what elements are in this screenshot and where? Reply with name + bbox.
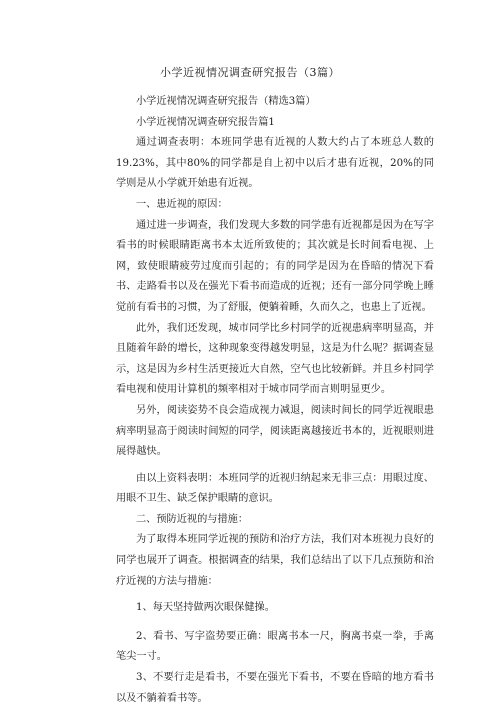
document-title: 小学近视情况调查研究报告（3篇） [160, 66, 340, 79]
paragraph-section-heading: 小学近视情况调查研究报告篇1 [136, 116, 275, 128]
paragraph: 为了取得本班同学近视的预防和治疗方法，我们对本班视力良好的同学也展开了调查。根据调查的结果，我们总结出了以下几点预防和治疗近视的方法与措施： [116, 534, 434, 587]
list-item: 1、每天坚持做两次眼保健操。 [136, 602, 275, 614]
list-item: 2、看书、写字盗势要正确：眼离书本一尺，胸离书桌一拳，手离笔尖一寸。 [116, 630, 434, 663]
paragraph: 由以上资料表明：本班同学的近视归纳起来无非三点：用眼过度、用眼不卫生、缺乏保护眼睛的意识。 [116, 472, 434, 505]
paragraph: 此外，我们还发现，城市同学比乡村同学的近视患病率明显高，并且随着年龄的增长，这种现象变得越发明显，这是为什么呢？据调查显示，这是因为乡村生活更接近大自然，空气也比较新鲜。并且乡村同学看电视和使用计算机的频率相对于城市同学而言则明显更少。 [116, 322, 434, 396]
paragraph: 另外，阅读姿势不良会造成视力减退，阅读时间长的同学近视眼患病率明显高于阅读时间短的同学，阅读距离越接近书本的，近视眼则进展得越快。 [116, 404, 434, 458]
paragraph: 通过调查表明：本班同学患有近视的人数大约占了本班总人数的19.23%，其中80%的同学都是自上初中以后才患有近视，20%的同学则是从小学就开始患有近视。 [116, 137, 434, 190]
document-body [116, 92, 434, 709]
paragraph-heading: 一、患近视的原因： [136, 198, 228, 210]
paragraph-subtitle: 小学近视情况调查研究报告（精选3篇） [136, 96, 316, 107]
list-item: 3、不要行走是看书，不要在强光下看书，不要在昏暗的地方看书以及不躺着看书等。 [116, 672, 434, 704]
paragraph: 通过进一步调查，我们发现大多数的同学患有近视都是因为在写字看书的时候眼睛距离书本太近所致使的；其次就是长时间看电视、上网，致使眼睛疲劳过度而引起的；有的同学是因为在昏暗的情况下看书、走路看书以及在强光下看书而造成的近视；还有一部分同学晚上睡觉前有看书的习惯，为了舒服，便躺着睡，久而久之，也患上了近视。 [116, 219, 434, 313]
paragraph-heading: 二、预防近视的与措施： [136, 513, 249, 525]
